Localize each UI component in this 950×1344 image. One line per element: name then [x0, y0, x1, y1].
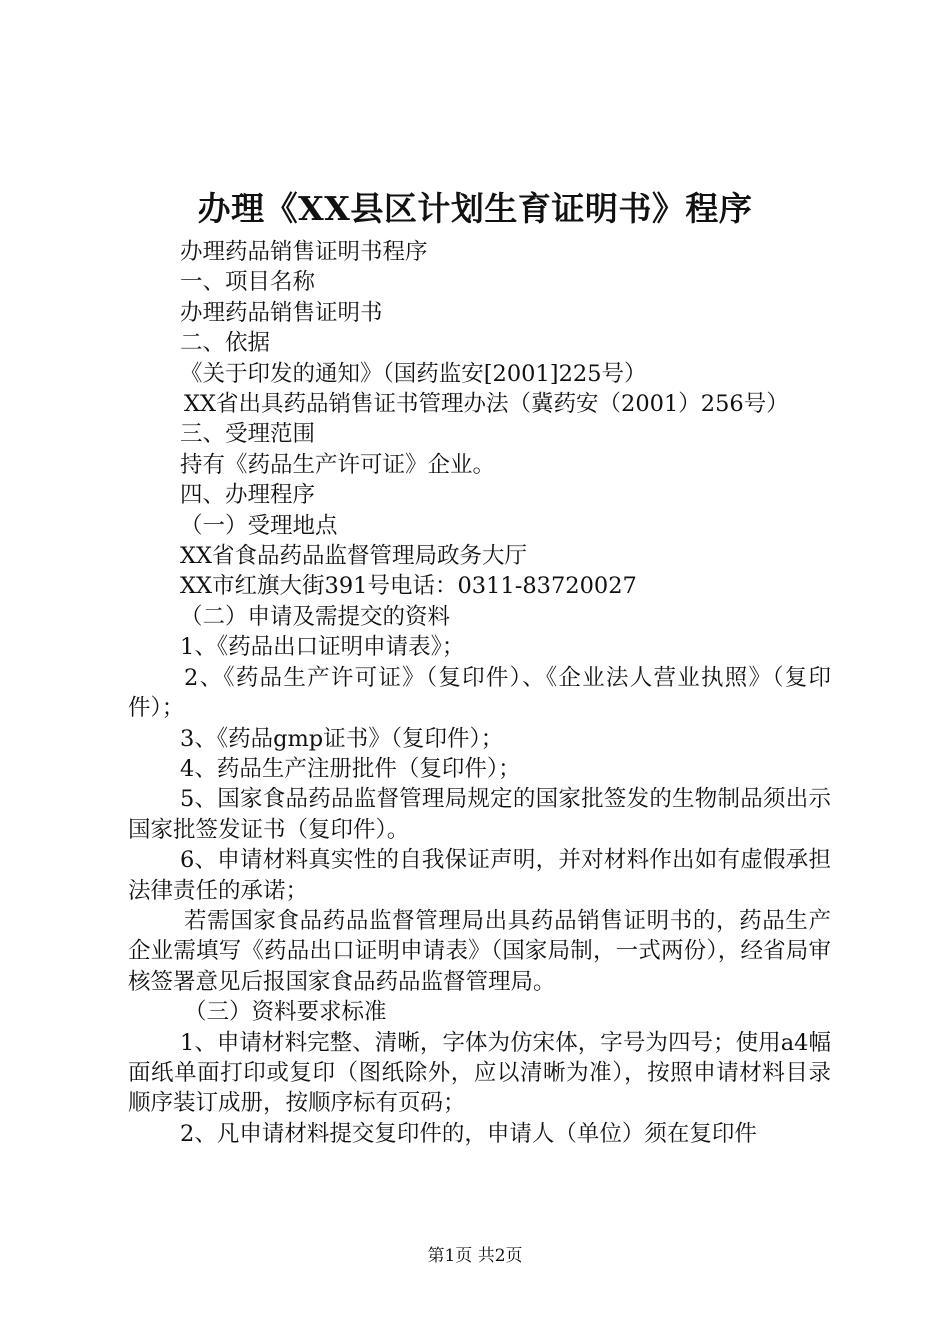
- section-heading: 一、项目名称: [180, 269, 316, 296]
- paragraph: 《关于印发的通知》（国药监安[2001]225号）: [180, 360, 647, 387]
- subsection-heading: （二）申请及需提交的资料: [180, 603, 451, 630]
- paragraph: XX市红旗大街391号电话：0311-83720027: [180, 573, 637, 600]
- list-item: 1、《药品出口证明申请表》；: [180, 634, 465, 661]
- paragraph: XX省食品药品监督管理局政务大厅: [180, 543, 528, 570]
- list-item: 4、药品生产注册批件（复印件）；: [180, 755, 521, 782]
- list-item: 6、申请材料真实性的自我保证声明，并对材料作出如有虚假承担法律责任的承诺；: [128, 847, 831, 904]
- page-number: 第1页 共2页: [427, 1246, 523, 1266]
- section-heading: 三、受理范围: [180, 421, 316, 448]
- list-item: 1、申请材料完整、清晰，字体为仿宋体，字号为四号；使用a4幅面纸单面打印或复印（图纸除外，应以清晰为准），按照申请材料目录顺序装订成册，按顺序标有页码；: [128, 1029, 831, 1117]
- section-heading: 二、依据: [180, 330, 271, 357]
- paragraph: 办理药品销售证明书程序: [180, 239, 428, 265]
- document-body: [128, 237, 831, 1149]
- paragraph: 办理药品销售证明书: [180, 299, 383, 326]
- document-title: 办理《XX县区计划生育证明书》程序: [197, 189, 753, 228]
- paragraph: 若需国家食品药品监督管理局出具药品销售证明书的，药品生产企业需填写《药品出口证明申请表》（国家局制，一式两份），经省局审核签署意见后报国家食品药品监督管理局。: [128, 907, 831, 995]
- list-item: 5、国家食品药品监督管理局规定的国家批签发的生物制品须出示国家批签发证书（复印件）。: [128, 786, 831, 843]
- section-heading: 四、办理程序: [180, 482, 316, 509]
- list-item: 2、《药品生产许可证》（复印件）、《企业法人营业执照》（复印件）；: [128, 664, 831, 722]
- paragraph: XX省出具药品销售证书管理办法（冀药安（2001）256号）: [184, 391, 789, 418]
- list-item: 3、《药品gmp证书》（复印件）；: [180, 725, 504, 752]
- list-item: 2、凡申请材料提交复印件的，申请人（单位）须在复印件: [180, 1120, 757, 1147]
- subsection-heading: （一）受理地点: [180, 512, 338, 539]
- subsection-heading: （三）资料要求标准: [184, 999, 387, 1026]
- paragraph: 持有《药品生产许可证》企业。: [180, 451, 496, 478]
